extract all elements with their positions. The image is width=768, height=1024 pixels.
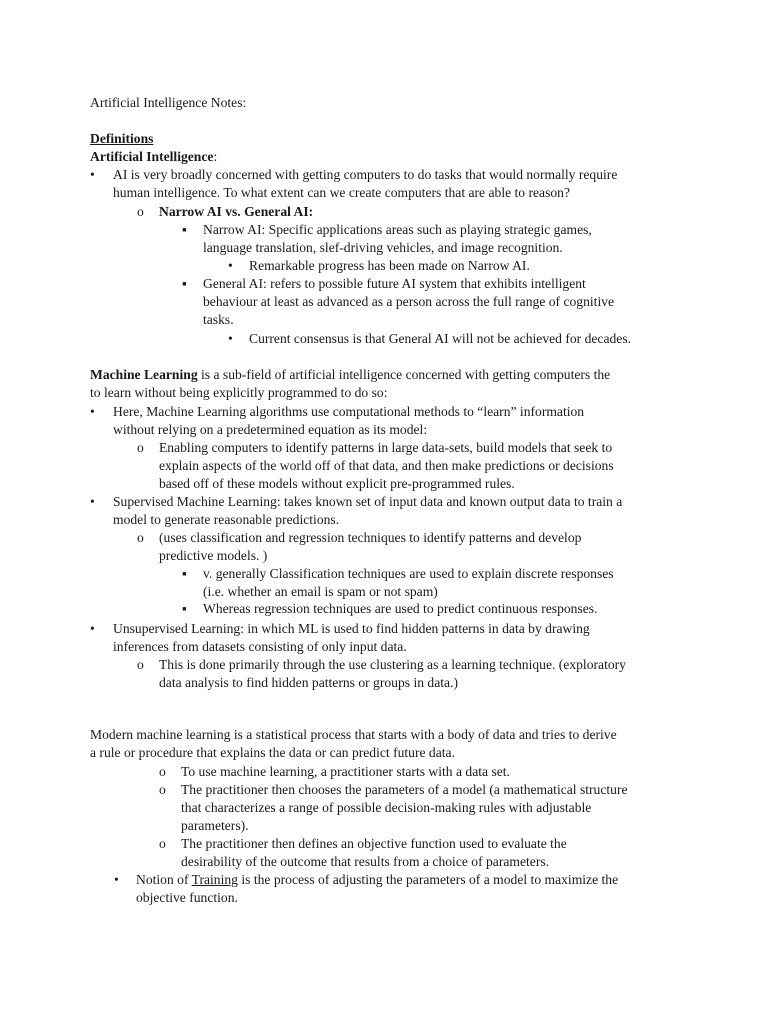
classification-line-2: (i.e. whether an email is spam or not spam)	[203, 584, 438, 599]
general-ai-sub: Current consensus is that General AI will not be achieved for decades.	[249, 331, 632, 346]
bullet-icon: •	[90, 167, 95, 182]
ml-intro-line-2: to learn without being explicitly programmed to do so:	[90, 385, 388, 400]
definitions-heading: Definitions	[90, 131, 154, 146]
supervised-line-2: model to generate reasonable predictions.	[113, 512, 340, 527]
ai-heading-colon: :	[213, 149, 218, 164]
bullet-icon: •	[228, 331, 233, 346]
modern-sub-3-line-2: desirability of the outcome that results from a choice of parameters.	[181, 854, 550, 869]
circle-bullet-icon: o	[137, 530, 144, 545]
modern-sub-2-line-1: The practitioner then chooses the parameters of a model (a mathematical structure	[181, 782, 628, 797]
bullet-icon: •	[228, 258, 233, 273]
ml-heading: Machine Learning	[90, 367, 198, 382]
ml-bullet-line-1: Here, Machine Learning algorithms use computational methods to “learn” information	[113, 404, 585, 419]
training-pre: Notion of	[136, 872, 192, 887]
training-line-1	[136, 871, 618, 889]
modern-ml-line-1: Modern machine learning is a statistical process that starts with a body of data and tries to derive	[90, 727, 617, 742]
circle-bullet-icon: o	[137, 204, 144, 219]
modern-sub-3-line-1: The practitioner then defines an objective function used to evaluate the	[181, 836, 567, 851]
unsupervised-sub-line-2: data analysis to find hidden patterns or groups in data.)	[159, 675, 458, 690]
modern-ml-line-2: a rule or procedure that explains the data or can predict future data.	[90, 745, 455, 760]
bullet-icon: •	[90, 621, 95, 636]
narrow-ai-sub: Remarkable progress has been made on Narrow AI.	[249, 258, 530, 273]
circle-bullet-icon: o	[159, 836, 166, 851]
modern-sub-2-line-2: that characterizes a range of possible decision-making rules with adjustable	[181, 800, 592, 815]
circle-bullet-icon: o	[159, 782, 166, 797]
classification-line-1: v. generally Classification techniques are used to explain discrete responses	[203, 566, 614, 581]
circle-bullet-icon: o	[137, 657, 144, 672]
document-title: Artificial Intelligence Notes:	[90, 95, 247, 110]
supervised-line-1: Supervised Machine Learning: takes known set of input data and known output data to train a	[113, 494, 623, 509]
square-bullet-icon: ▪	[182, 276, 187, 291]
supervised-sub-line-1: (uses classification and regression techniques to identify patterns and develop	[159, 530, 582, 545]
ml-intro-rest: is a sub-field of artificial intelligence concerned with getting computers the	[197, 367, 611, 382]
unsupervised-sub-line-1: This is done primarily through the use clustering as a learning technique. (exploratory	[159, 657, 626, 672]
unsupervised-line-1: Unsupervised Learning: in which ML is used to find hidden patterns in data by drawing	[113, 621, 590, 636]
training-word: Training	[191, 872, 238, 887]
ai-heading-line	[90, 148, 217, 166]
bullet-icon: •	[114, 872, 119, 887]
ai-bullet-line-1: AI is very broadly concerned with getting computers to do tasks that would normally require	[113, 167, 618, 182]
circle-bullet-icon: o	[159, 764, 166, 779]
general-ai-line-3: tasks.	[203, 312, 234, 327]
square-bullet-icon: ▪	[182, 222, 187, 237]
ml-sub-line-3: based off of these models without explicit pre-programmed rules.	[159, 476, 515, 491]
square-bullet-icon: ▪	[182, 601, 187, 616]
circle-bullet-icon: o	[137, 440, 144, 455]
general-ai-line-1: General AI: refers to possible future AI system that exhibits intelligent	[203, 276, 586, 291]
square-bullet-icon: ▪	[182, 566, 187, 581]
ml-intro-line-1	[90, 366, 610, 384]
narrow-ai-line-2: language translation, slef-driving vehicles, and image recognition.	[203, 240, 563, 255]
bullet-icon: •	[90, 494, 95, 509]
unsupervised-line-2: inferences from datasets consisting of only input data.	[113, 639, 407, 654]
ml-sub-line-2: explain aspects of the world off of that data, and then make predictions or decisions	[159, 458, 614, 473]
training-line-2: objective function.	[136, 890, 238, 905]
narrow-ai-line-1: Narrow AI: Specific applications areas such as playing strategic games,	[203, 222, 592, 237]
modern-sub-2-line-3: parameters).	[181, 818, 249, 833]
modern-sub-1: To use machine learning, a practitioner starts with a data set.	[181, 764, 510, 779]
supervised-sub-line-2: predictive models. )	[159, 548, 268, 563]
regression-line: Whereas regression techniques are used to predict continuous responses.	[203, 601, 598, 616]
ai-heading: Artificial Intelligence	[90, 149, 214, 164]
general-ai-line-2: behaviour at least as advanced as a person across the full range of cognitive	[203, 294, 615, 309]
ml-bullet-line-2: without relying on a predetermined equation as its model:	[113, 422, 428, 437]
ml-sub-line-1: Enabling computers to identify patterns in large data-sets, build models that seek to	[159, 440, 613, 455]
bullet-icon: •	[90, 404, 95, 419]
ai-bullet-line-2: human intelligence. To what extent can we create computers that are able to reason?	[113, 185, 571, 200]
narrow-general-heading: Narrow AI vs. General AI:	[159, 204, 314, 219]
training-post: is the process of adjusting the parameters of a model to maximize the	[237, 872, 619, 887]
